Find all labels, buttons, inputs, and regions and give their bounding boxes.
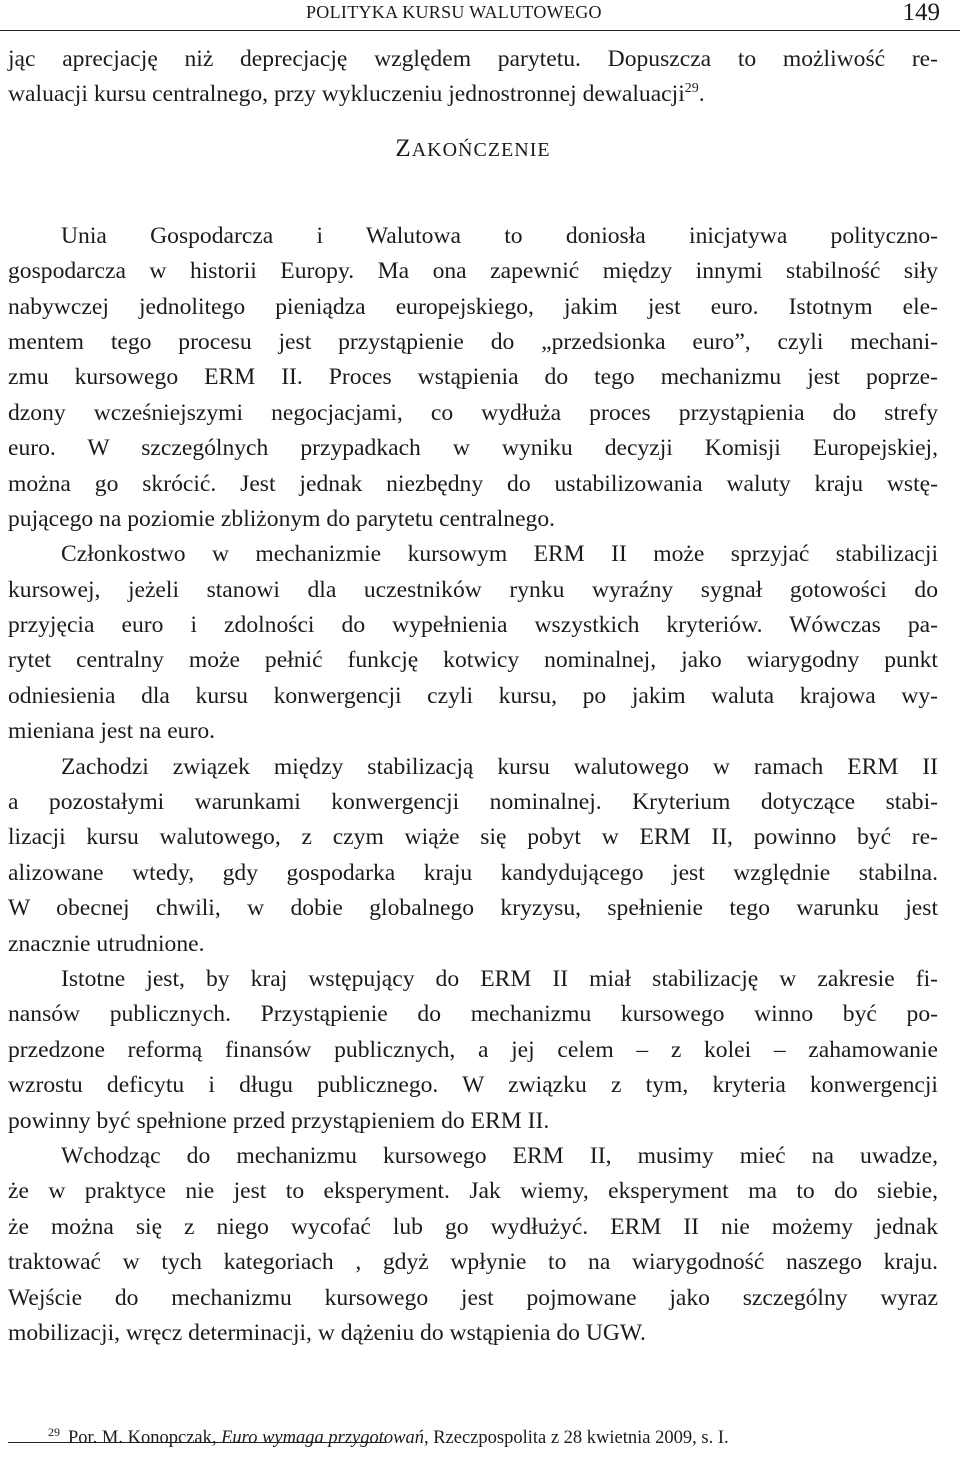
footnote [48,1425,729,1451]
paragraph-line: gospodarcza w historii Europy. Ma ona zapewnić między innymi stabilność siły [8,258,938,285]
paragraph-line: nansów publicznych. Przystąpienie do mechanizmu kursowego winno być po- [8,1001,938,1028]
paragraph-line: Unia Gospodarcza i Walutowa to doniosła inicjatywa polityczno- [61,222,938,249]
intro-line-with-footnote [8,77,938,112]
paragraph-line: lizacji kursu walutowego, z czym wiąże się pobyt w ERM II, powinno być re- [8,824,938,851]
paragraph-line: że można się z niego wycofać lub go wydłużyć. ERM II nie możemy jednak [8,1213,938,1240]
section-heading-initial: Z [395,134,412,162]
paragraph-line: traktować w tych kategoriach , gdyż wpłynie to na wiarygodność naszego kraju. [8,1249,938,1276]
paragraph-line: można go skrócić. Jest jednak niezbędny do ustabilizowania waluty kraju wstę- [8,470,938,497]
footnote-number: 29 [48,1424,60,1439]
intro-line-end: . [698,81,705,108]
paragraph-line: Wejście do mechanizmu kursowego jest pojmowane jako szczególny wyraz [8,1284,938,1311]
footnote-cited-title: Euro wymaga przygotowań [221,1428,424,1448]
footnote-prefix: Por. M. Konopczak, [68,1428,222,1448]
running-header [0,0,960,31]
paragraph-line: że w praktyce nie jest to eksperyment. Jak wiemy, eksperyment ma to do siebie, [8,1178,938,1205]
paragraph-line: W obecnej chwili, w dobie globalnego kryzysu, spełnienie tego warunku jest [8,895,938,922]
paragraph-line: euro. W szczególnych przypadkach w wyniku decyzji Komisji Europejskiej, [8,435,938,462]
footnote-reference: 29 [684,81,699,97]
paragraph-line: nabywczej jednolitego pieniądza europejskiego, jakim jest euro. Istotnym ele- [8,293,938,320]
paragraph-line: znacznie utrudnione. [8,930,205,957]
paragraph-line: kursowej, jeżeli stanowi dla uczestników rynku wyraźny sygnał gotowości do [8,576,938,603]
paragraph-line: wzrostu deficytu i długu publicznego. W związku z tym, kryteria konwergencji [8,1072,938,1099]
paragraph-1 [8,219,938,538]
intro-line: jąc aprecjację niż deprecjację względem parytetu. Dopuszcza to możliwość re- [8,46,938,72]
paragraph-line: przyjęcia euro i zdolności do wypełnienia wszystkich kryteriów. Wówczas pa- [8,612,938,639]
paragraph-line: rytet centralny może pełnić funkcję kotwicy nominalnej, jako wiarygodny punkt [8,647,938,674]
paragraph-line: pującego na poziomie zbliżonym do parytetu centralnego. [8,505,556,532]
paragraph-line: mentem tego procesu jest przystąpienie do „przedsionka euro”, czyli mechani- [8,328,938,355]
paragraph-line: mobilizacji, wręcz determinacji, w dążeniu do wstąpienia do UGW. [8,1319,646,1346]
paragraph-4 [8,962,938,1139]
paragraph-line: odniesienia dla kursu konwergencji czyli kursu, po jakim waluta krajowa wy- [8,682,938,709]
paragraph-line: zmu kursowego ERM II. Proces wstąpienia do tego mechanizmu jest poprze- [8,364,938,391]
paragraph-line: Wchodząc do mechanizmu kursowego ERM II, musimy mieć na uwadze, [61,1142,938,1169]
paragraph-line: a pozostałymi warunkami konwergencji nominalnej. Kryterium dotyczące stabi- [8,789,938,816]
intro-line-text: waluacji kursu centralnego, przy wykluczeniu jednostronnej dewaluacji [8,81,685,108]
paragraph-3 [8,750,938,962]
footnote-suffix: , Rzeczpospolita z 28 kwietnia 2009, s. I. [423,1428,729,1448]
section-heading [8,113,938,219]
section-heading-rest: AKOŃCZENIE [411,138,551,161]
paragraph-line: Członkostwo w mechanizmie kursowym ERM II może sprzyjać stabilizacji [61,541,938,568]
page-number: 149 [902,0,940,26]
paragraph-line: dzony wcześniejszymi negocjacjami, co wydłuża proces przystąpienia do strefy [8,399,938,426]
page-body [8,42,938,1351]
running-header-title: POLITYKA KURSU WALUTOWEGO [306,2,602,22]
paragraph-line: Zachodzi związek między stabilizacją kursu walutowego w ramach ERM II [61,753,938,780]
paragraph-line: alizowane wtedy, gdy gospodarka kraju kandydującego jest względnie stabilna. [8,859,938,886]
paragraph-5 [8,1139,938,1351]
paragraph-line: powinny być spełnione przed przystąpieniem do ERM II. [8,1107,550,1134]
paragraph-2 [8,537,938,749]
paragraph-line: Istotne jest, by kraj wstępujący do ERM II miał stabilizację w zakresie fi- [61,965,938,992]
paragraph-line: przedzone reformą finansów publicznych, a jej celem – z kolei – zahamowanie [8,1036,938,1063]
paragraph-line: mieniana jest na euro. [8,718,216,745]
